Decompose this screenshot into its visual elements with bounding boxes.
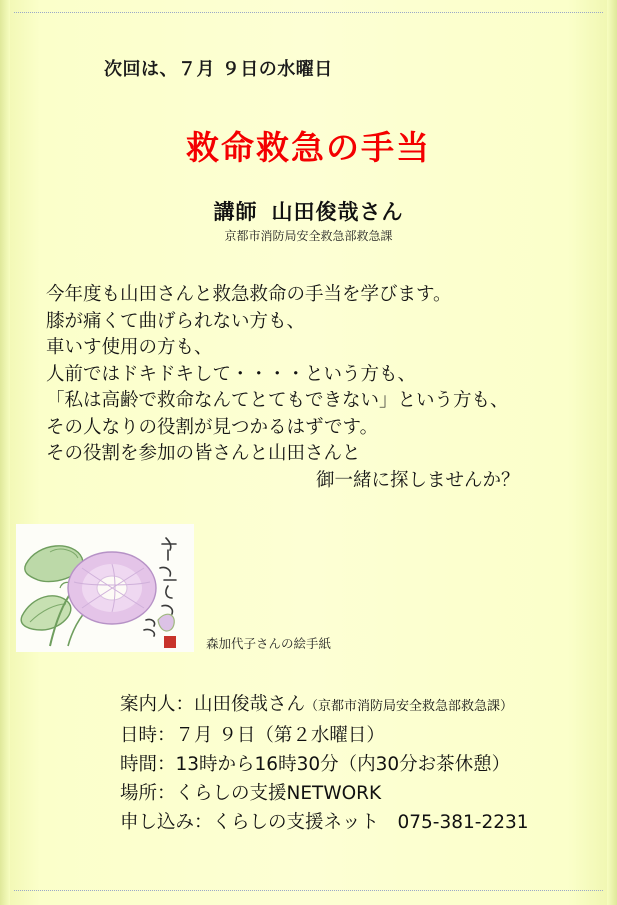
detail-label: 日時：７月 ９日（第２水曜日）: [120, 725, 385, 746]
event-details: [120, 690, 529, 837]
detail-label: 場所：くらしの支援NETWORK: [120, 783, 382, 804]
body-line: 今年度も山田さんと救急救命の手当を学びます。: [46, 284, 452, 305]
detail-row-contact: [120, 808, 529, 837]
lecturer-label: 講師: [213, 200, 258, 224]
detail-label: 時間：13時から16時30分（内30分お茶休憩）: [120, 754, 511, 775]
detail-label: 申し込み：くらしの支援ネット 075-381-2231: [120, 812, 529, 833]
body-line: その役割を参加の皆さんと山田さんと: [46, 443, 361, 464]
body-line: 「私は高齢で救命なんてとてもできない」という方も、: [46, 390, 509, 411]
detail-row-place: [120, 779, 529, 808]
body-text: [46, 282, 576, 494]
next-date-heading: 次回は、７月 ９日の水曜日: [104, 59, 333, 80]
detail-row-date: [120, 721, 529, 750]
body-line: 人前ではドキドキして・・・・という方も、: [46, 363, 417, 385]
lecturer-affiliation: 京都市消防局安全救急部救急課: [224, 229, 393, 243]
lecturer-line: [0, 196, 617, 226]
detail-label: 案内人：山田俊哉さん: [120, 694, 306, 715]
detail-row-guide: [120, 690, 529, 721]
body-line: 膝が痛くて曲げられない方も、: [46, 310, 306, 332]
lecturer-name: 山田俊哉さん: [271, 200, 404, 224]
body-line-closing: 御一緒に探しませんか？: [316, 469, 520, 491]
body-line: その人なりの役割が見つかるはずです。: [46, 416, 379, 438]
illustration-morning-glory: [16, 524, 194, 652]
detail-row-time: [120, 750, 529, 779]
body-line: 車いす使用の方も、: [46, 337, 213, 358]
detail-note: （京都市消防局安全救急部救急課）: [305, 699, 514, 714]
page-title: 救命救急の手当: [186, 128, 431, 167]
illustration-caption: 森加代子さんの絵手紙: [206, 636, 332, 651]
